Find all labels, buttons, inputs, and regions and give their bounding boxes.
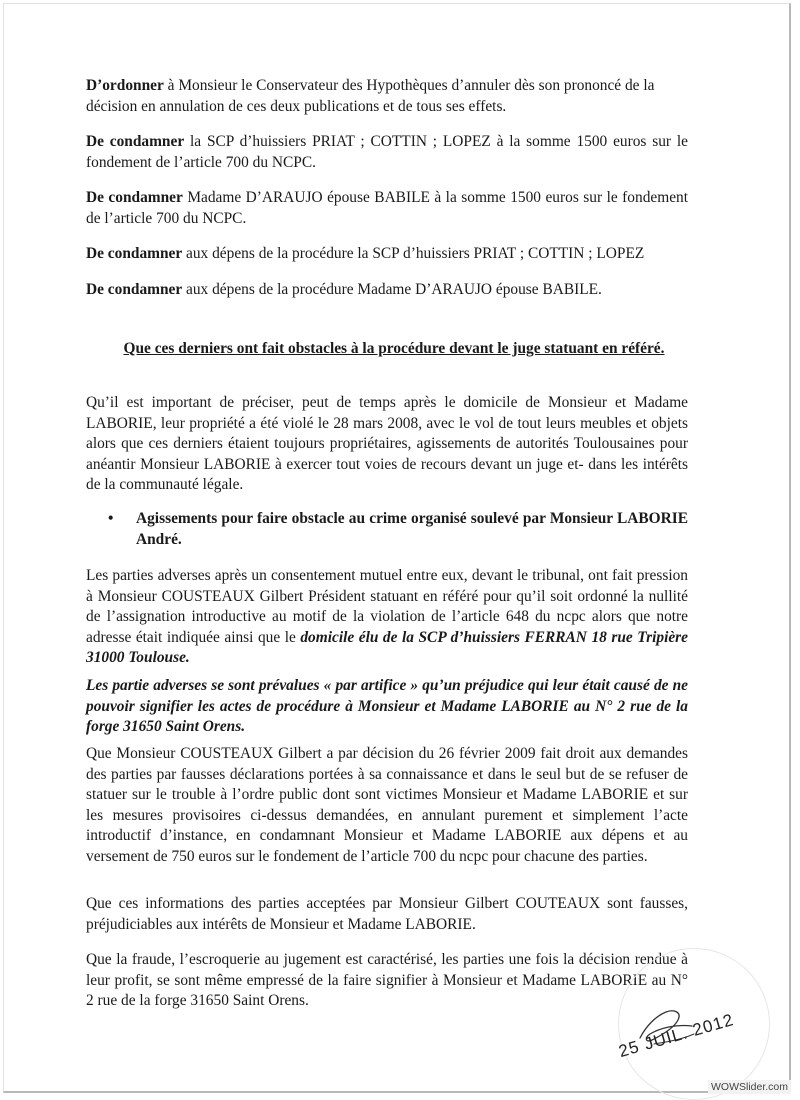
section-heading: Que ces derniers ont fait obstacles à la procédure devant le juge statuant en référé. [123,340,665,357]
paragraph-text: aux dépens de la procédure la SCP d’huissiers PRIAT ; COTTIN ; LOPEZ [182,245,645,262]
paragraph-artifice: Les partie adverses se sont prévalues « par artifice » qu’un préjudice qui leur était causé de ne pouvoir signifier les actes de procédure à Monsieur et Madame LABORIE au N° 2 rue de la forge 31650 Saint Orens. [86,677,688,735]
watermark: WOWSlider.com [708,1080,791,1094]
paragraph-lead: De condamner [86,245,183,262]
bullet-text: Agissements pour faire obstacle au crime organisé soulevé par Monsieur LABORIE André. [136,510,688,548]
paragraph-lead: D’ordonner [86,77,164,94]
paragraph-text: Madame D’ARAUJO épouse BABILE à la somme 1500 euros sur le fondement de l’article 700 du NCPC. [86,189,689,227]
paragraph-depens-araujo [86,280,688,301]
paragraph-parties-adverses [86,566,688,669]
paragraph-text: la SCP d’huissiers PRIAT ; COTTIN ; LOPEZ à la somme 1500 euros sur le fondement de l’article 700 du NCPC. [86,133,688,171]
paragraph-text: Les parties adverses après un consentement mutuel entre eux, devant le tribunal, ont fait pression à Monsieur COUSTEAUX Gilbert Président statuant en référé pour qu’il soit ordonné la nullité de l’assignation introductive au motif de la violation de l’article 648 du ncpc alors que notre adresse était indiquée ainsi que le [86,567,688,646]
paragraph-lead: De condamner [86,281,183,298]
bullet-icon: • [108,510,114,527]
paragraph-text: à Monsieur le Conservateur des Hypothèques d’annuler dès son prononcé de la décision en annulation de ces deux publications et de tous ses effets. [86,77,655,115]
paragraph-condamner-araujo [86,188,688,229]
date-stamp: 25 JUIL. 2012 [616,1010,736,1062]
paragraph-lead: De condamner [86,133,185,150]
paragraph-fraude: Que la fraude, l’escroquerie au jugement est caractérisé, les parties une fois la décision rendue à leur profit, se sont même empressé de la faire signifier à Monsieur et Madame LABORIE au N° 2 rue de la forge 31650 Saint Orens. [86,951,688,1009]
paragraph-text: aux dépens de la procédure Madame D’ARAUJO épouse BABILE. [182,281,602,298]
paragraph-ordonner [86,76,688,117]
paragraph-decision-cousteaux: Que Monsieur COUSTEAUX Gilbert a par décision du 26 février 2009 fait droit aux demandes des parties par fausses déclarations portées à sa connaissance et dans le seul but de se refuser de statuer sur le trouble à l’ordre public dont sont victimes Monsieur et Madame LABORIE et sur les mesures provisoires ci-dessus demandées, en annulant purement et simplement l’acte introductif d’instance, en condamnant Monsieur et Madame LABORIE aux dépens et au versement de 750 euros sur le fondement de l’article 700 du ncpc pour chacune des parties. [86,745,688,865]
domicile-elu-emphasis: domicile élu de la SCP d’huissiers FERRAN 18 rue Tripière 31000 Toulouse. [86,628,689,666]
paragraph-lead: De condamner [86,189,183,206]
paragraph-informations-fausses: Que ces informations des parties acceptées par Monsieur Gilbert COUTEAUX sont fausses, préjudiciables aux intérêts de Monsieur et Madame LABORIE. [86,895,688,933]
paragraph-condamner-scp [86,132,688,173]
paragraph-propriete-violee: Qu’il est important de préciser, peut de temps après le domicile de Monsieur et Madame LABORIE, leur propriété a été violé le 28 mars 2008, avec le vol de tout leurs meubles et objets alors que ces derniers étaient toujours propriétaires, agissements de autorités Toulousaines pour anéantir Monsieur LABORIE à exercer tout voies de recours devant un juge et- dans les intérêts de la communauté légale. [86,394,688,493]
paragraph-depens-scp [86,244,688,265]
